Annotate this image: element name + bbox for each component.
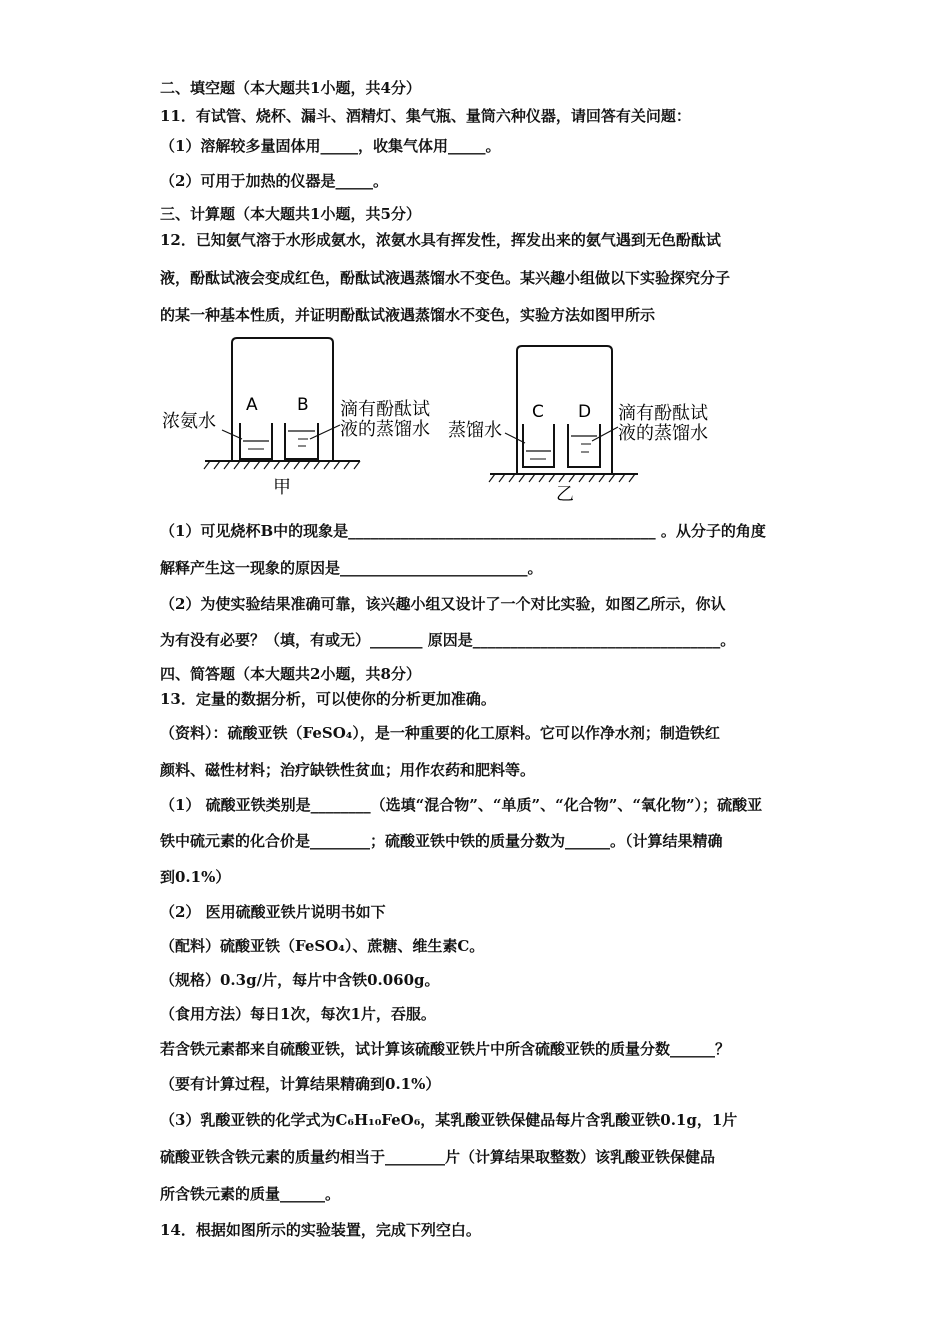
question-12-part-1-line-2: 解释产生这一现象的原因是_________________________。 [160, 559, 543, 577]
beaker-c [523, 424, 554, 467]
question-12-part-2-line-1: （2）为使实验结果准确可靠，该兴趣小组又设计了一个对比实验，如图乙所示，你认 [160, 595, 726, 613]
caption-jia: 甲 [273, 477, 291, 498]
caption-yi: 乙 [556, 484, 574, 505]
question-12-line-2: 液，酚酞试液会变成红色，酚酞试液遇蒸馏水不变色。某兴趣小组做以下实验探究分子 [160, 269, 731, 287]
question-12-line-1: 12．已知氨气溶于水形成氨水，浓氨水具有挥发性，挥发出来的氨气遇到无色酚酞试 [160, 231, 721, 249]
question-13-part-2-calc: 若含铁元素都来自硫酸亚铁，试计算该硫酸亚铁片中所含硫酸亚铁的质量分数______？ [160, 1040, 731, 1058]
label-c: C [532, 402, 544, 422]
reagent-c: 蒸馏水 [448, 420, 502, 441]
label-b: B [297, 395, 309, 415]
question-13-part-3-line-1: （3）乳酸亚铁的化学式为C₆H₁₀FeO₆，某乳酸亚铁保健品每片含乳酸亚铁0.1g，1片 [160, 1111, 738, 1129]
reagent-b-1: 滴有酚酞试 [340, 399, 430, 420]
beaker-b [285, 423, 318, 459]
apparatus-yi [448, 346, 708, 505]
apparatus-jia [162, 338, 430, 498]
experiment-figure [160, 335, 760, 505]
question-13-part-2-note: （要有计算过程，计算结果精确到0.1%） [160, 1075, 441, 1093]
question-13-part-3-line-3: 所含铁元素的质量______。 [160, 1185, 341, 1203]
label-d: D [578, 402, 592, 422]
question-13-part-1-line-2: 铁中硫元素的化合价是________；硫酸亚铁中铁的质量分数为______。（计算结果精确 [160, 832, 723, 850]
specification-line: （规格）0.3g/片，每片中含铁0.060g。 [160, 971, 440, 989]
question-12-part-2-line-2: 为有没有必要？（填，有或无）_______ 原因是_________________________________。 [160, 631, 736, 649]
question-13-part-3-line-2: 硫酸亚铁含铁元素的质量约相当于________片（计算结果取整数）该乳酸亚铁保健品 [160, 1148, 716, 1166]
question-13-part-1-line-3: 到0.1%） [160, 868, 231, 886]
reagent-d-1: 滴有酚酞试 [618, 403, 708, 424]
question-13-part-2: （2） 医用硫酸亚铁片说明书如下 [160, 903, 386, 921]
label-a: A [246, 395, 258, 415]
usage-line: （食用方法）每日1次，每次1片，吞服。 [160, 1005, 436, 1023]
beaker-d [568, 424, 600, 467]
reagent-a: 浓氨水 [162, 411, 216, 432]
question-11-part-2: （2）可用于加热的仪器是_____。 [160, 172, 388, 190]
question-12-part-1-line-1: （1）可见烧杯B中的现象是_________________________________________ 。从分子的角度 [160, 522, 766, 540]
question-13-info-line-2: 颜料、磁性材料；治疗缺铁性贫血；用作农药和肥料等。 [160, 761, 536, 779]
section-2-heading: 二、填空题（本大题共1小题，共4分） [160, 79, 421, 97]
question-13-part-1-line-1: （1） 硫酸亚铁类别是________（选填“混合物”、“单质”、“化合物”、“氧化物”）；硫酸亚 [160, 796, 763, 814]
question-13: 13．定量的数据分析，可以使你的分析更加准确。 [160, 690, 496, 708]
question-12-line-3: 的某一种基本性质，并证明酚酞试液遇蒸馏水不变色，实验方法如图甲所示 [160, 306, 656, 324]
question-11: 11．有试管、烧杯、漏斗、酒精灯、集气瓶、量筒六种仪器，请回答有关问题： [160, 107, 691, 125]
question-11-part-1: （1）溶解较多量固体用_____，收集气体用_____。 [160, 137, 501, 155]
reagent-d-2: 液的蒸馏水 [618, 423, 708, 444]
ingredients-line: （配料）硫酸亚铁（FeSO₄）、蔗糖、维生素C。 [160, 937, 485, 955]
question-14: 14．根据如图所示的实验装置，完成下列空白。 [160, 1221, 481, 1239]
section-4-heading: 四、简答题（本大题共2小题，共8分） [160, 665, 421, 683]
section-3-heading: 三、计算题（本大题共1小题，共5分） [160, 205, 421, 223]
question-13-info-line-1: （资料）：硫酸亚铁（FeSO₄），是一种重要的化工原料。它可以作净水剂；制造铁红 [160, 724, 720, 742]
reagent-b-2: 液的蒸馏水 [340, 419, 430, 440]
